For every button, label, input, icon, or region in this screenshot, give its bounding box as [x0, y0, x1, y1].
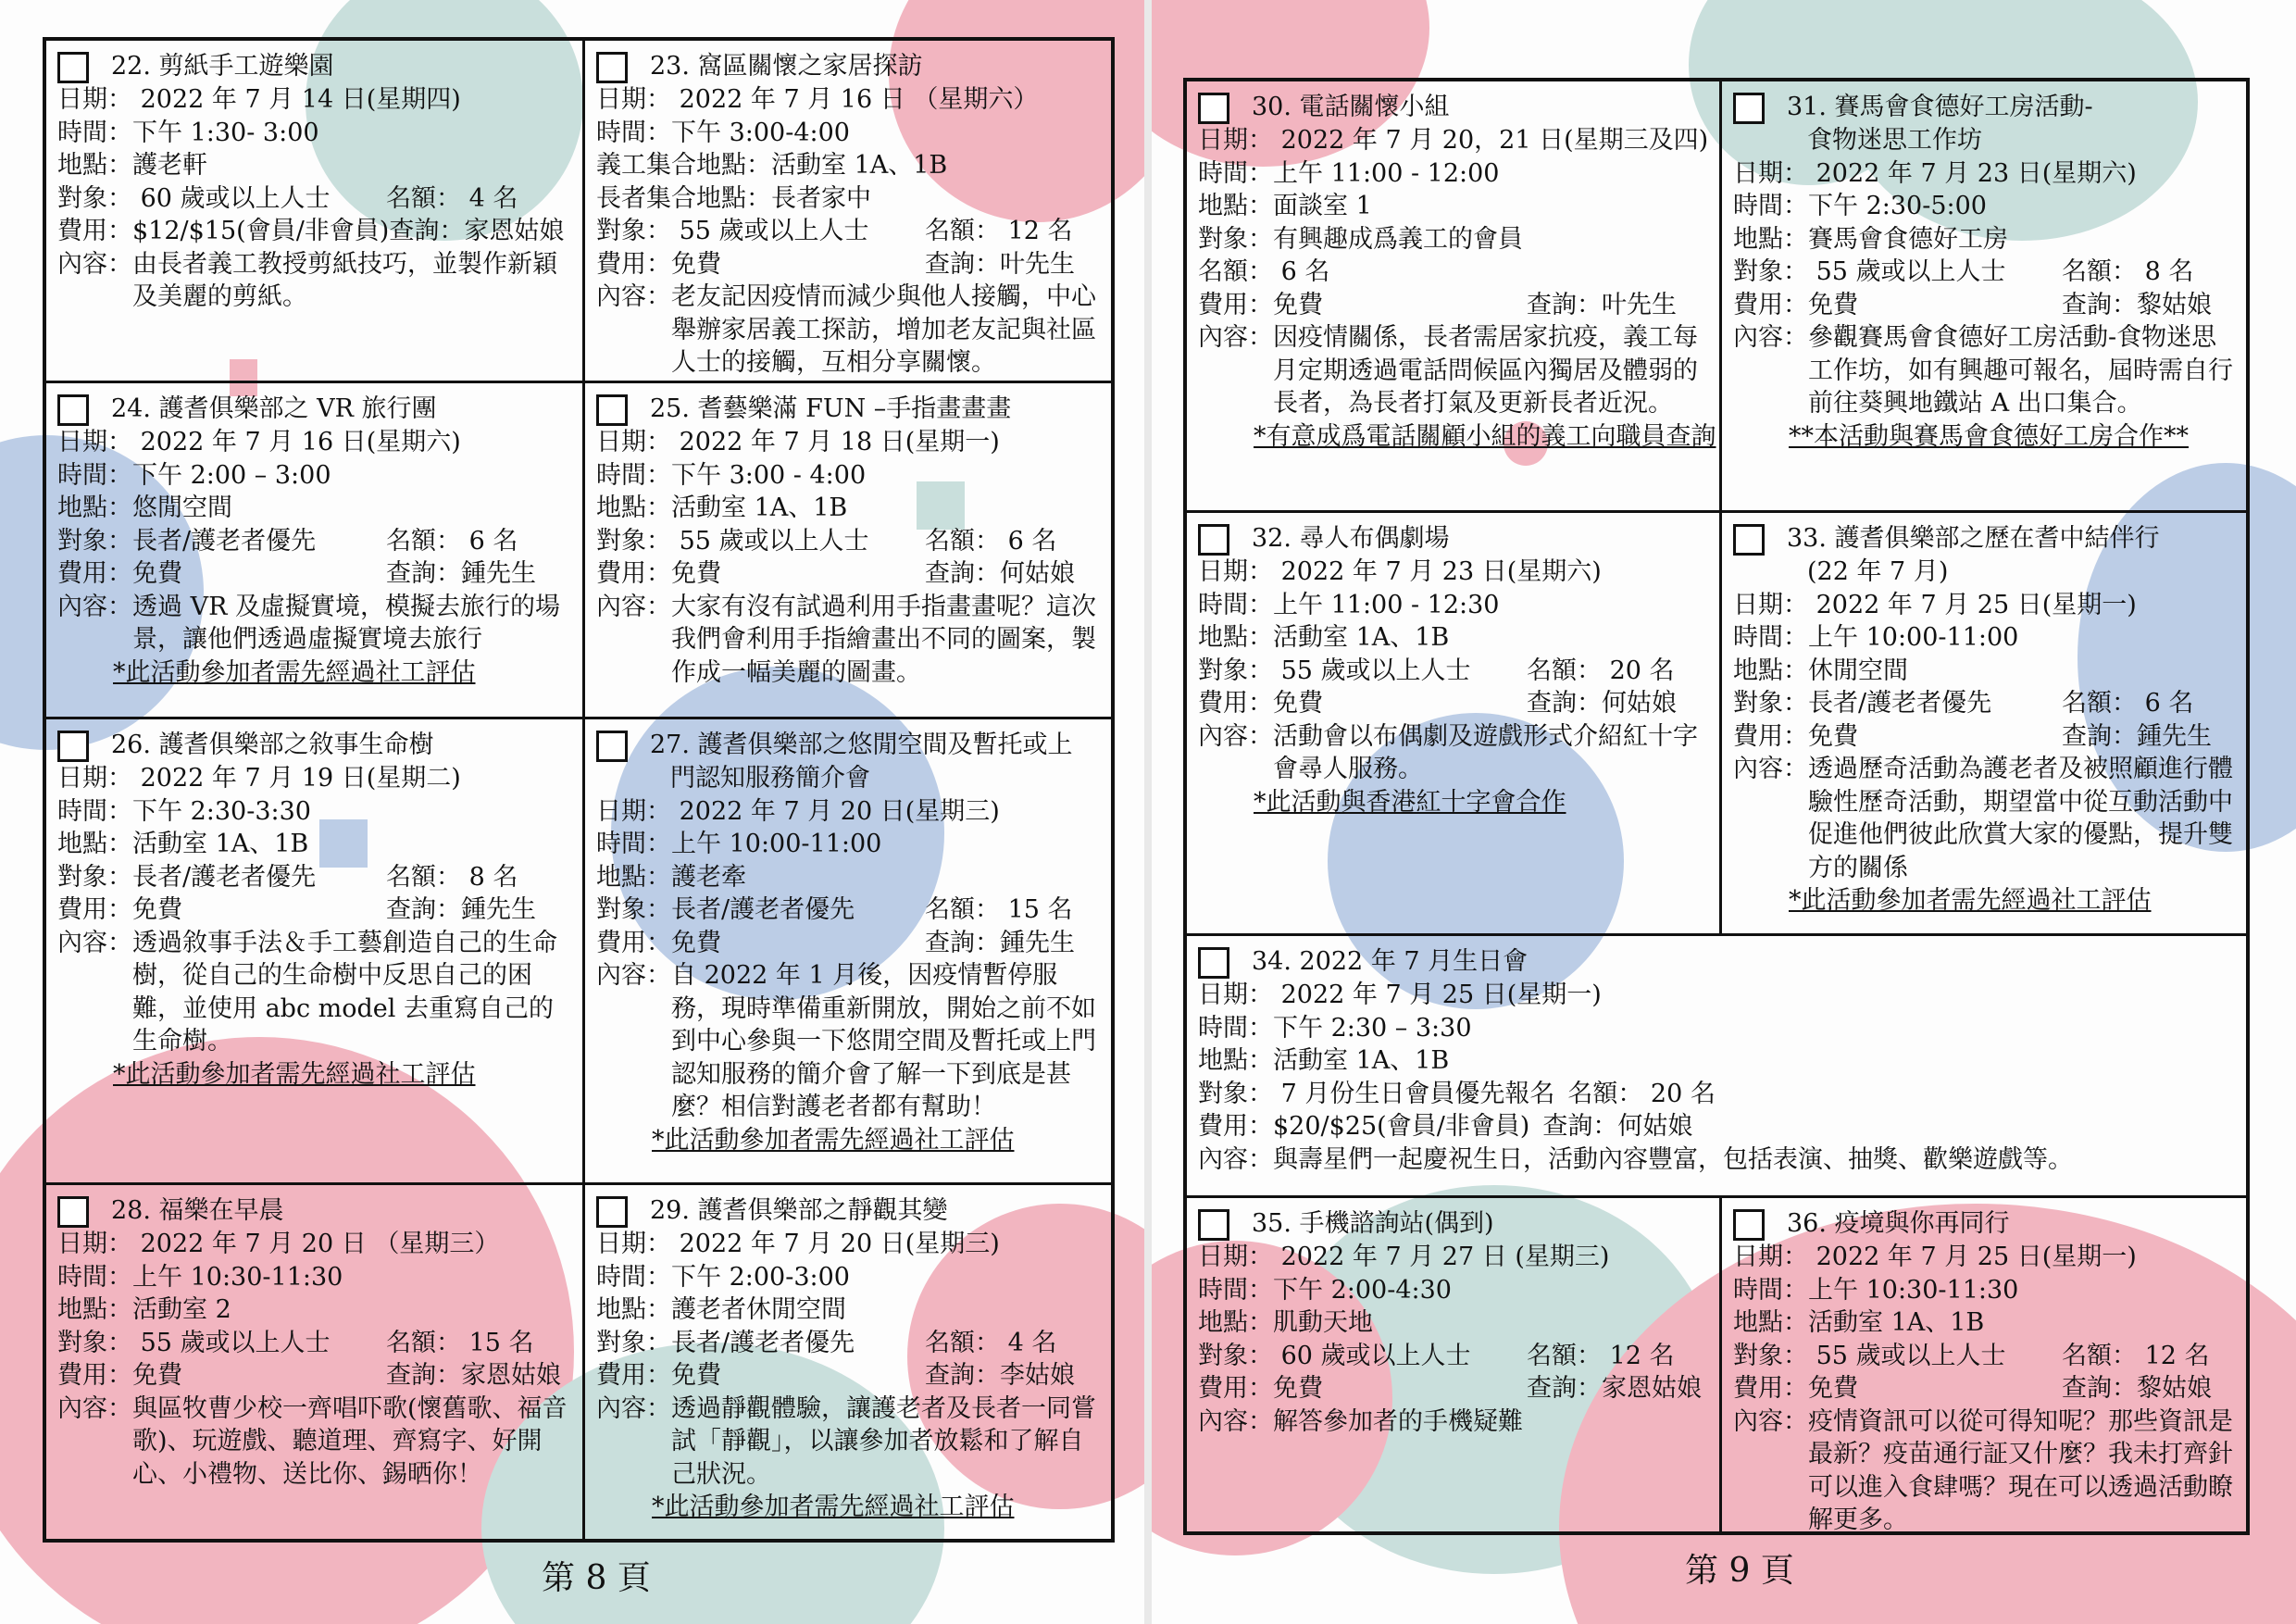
activity-detail: 地點：活動室 1A、1B	[1198, 623, 1450, 652]
activity-title: 33. 護耆俱樂部之歷在耆中結伴行	[1787, 524, 2160, 553]
activity-title: 31. 賽馬會食德好工房活動-	[1787, 93, 2093, 121]
activity-detail-pair	[596, 1359, 1100, 1393]
content-label: 內容：	[596, 1393, 671, 1423]
activity-note: *此活動參加者需先經過社工評估	[652, 1493, 1015, 1521]
activity-content	[1198, 321, 1708, 420]
activity-note: *此活動參加者需先經過社工評估	[652, 1125, 1015, 1155]
detail-right: 查詢：何姑娘	[1542, 1112, 1693, 1141]
activity-detail: 日期： 2022 年 7 月 20 日 （星期三）	[57, 1230, 500, 1258]
activity-title: 25. 耆藝樂滿 FUN –手指畫畫畫	[650, 394, 1012, 423]
activity-detail-pair	[1198, 687, 1708, 720]
activity-content	[57, 1393, 571, 1492]
activity-title-line2: 門認知服務簡介會	[670, 764, 870, 793]
activity-detail-pair	[596, 927, 1100, 960]
detail-left: 對象： 55 歲或以上人士	[596, 526, 869, 556]
detail-left: 對象： 55 歲或以上人士	[1733, 1341, 2006, 1370]
activity-note: *此活動參加者需先經過社工評估	[1789, 886, 2152, 915]
content-text: 與壽星們一起慶祝生日，活動內容豐富，包括表演、抽獎、歡樂遊戲等。	[1273, 1144, 2073, 1174]
activity-detail-pair	[596, 525, 1100, 558]
activity-title: 28. 福樂在早晨	[111, 1196, 284, 1225]
detail-right: 名額： 4 名	[925, 1328, 1057, 1357]
activity-content	[1198, 720, 1708, 786]
content-label: 內容：	[1733, 755, 1808, 783]
activity-title: 34. 2022 年 7 月生日會	[1252, 947, 1529, 976]
content-text: 透過歷奇活動為護老者及被照顧進行體驗性歷奇活動，期望當中從互動活動中促進他們彼此欣賞大家的優點，提升雙方的關係	[1808, 755, 2233, 882]
signup-checkbox[interactable]	[596, 394, 628, 426]
activity-card	[1187, 513, 1722, 936]
activity-detail: 日期： 2022 年 7 月 20，21 日(星期三及四)	[1198, 126, 1709, 155]
activity-detail-pair	[1733, 1372, 2235, 1405]
detail-right: 名額： 15 名	[386, 1328, 534, 1357]
activity-card	[46, 383, 585, 719]
activity-detail: 對象：有興趣成爲義工的會員	[1198, 224, 1523, 254]
content-text: 疫情資訊可以從可得知呢？那些資訊是最新？疫苗通行証又什麼？我未打齊針可以進入食肆嗎？現在可以透過活動瞭解更多。	[1808, 1406, 2233, 1531]
activity-note: *此活動參加者需先經過社工評估	[113, 1059, 476, 1089]
activity-detail: 地點：護老牽	[596, 862, 746, 892]
detail-right: 名額： 8 名	[2062, 257, 2194, 286]
detail-left: 對象：長者/護老者優先	[1733, 689, 1992, 718]
activity-detail: 地點：休閒空間	[1733, 656, 1908, 685]
activity-detail-pair	[1733, 687, 2235, 720]
content-label: 內容：	[57, 249, 132, 279]
activity-content	[1198, 1405, 1708, 1439]
detail-right: 查詢：家恩姑娘	[389, 217, 565, 245]
activity-title: 36. 疫境與你再同行	[1787, 1209, 2010, 1238]
detail-left: 費用：$20/$25(會員/非會員)	[1198, 1112, 1530, 1141]
activity-detail-pair	[596, 215, 1100, 248]
detail-left: 費用：免費	[596, 559, 721, 588]
content-label: 內容：	[57, 592, 132, 621]
activity-detail: 日期： 2022 年 7 月 16 日(星期六)	[57, 428, 461, 456]
content-text: 與區牧曹少校一齊唱吓歌(懷舊歌、福音歌)、玩遊戲、聽道理、齊寫字、好開心、小禮物、送比你、錫晒你！	[132, 1393, 568, 1489]
activity-title: 35. 手機諮詢站(偶到)	[1252, 1209, 1494, 1238]
content-text: 透過靜觀體驗，讓護老者及長者一同嘗試「靜觀」，以讓參加者放鬆和了解自己狀況。	[671, 1393, 1096, 1489]
activity-detail: 日期： 2022 年 7 月 14 日(星期四)	[57, 85, 461, 114]
detail-right: 名額： 8 名	[386, 862, 518, 892]
signup-checkbox[interactable]	[1198, 1209, 1229, 1241]
activity-detail-pair	[57, 557, 571, 591]
signup-checkbox[interactable]	[1733, 524, 1765, 556]
detail-left: 對象：長者/護老者優先	[596, 895, 855, 924]
activity-grid	[43, 37, 1115, 1543]
detail-left: 費用：免費	[596, 249, 721, 279]
activity-content	[596, 281, 1100, 380]
signup-checkbox[interactable]	[1198, 93, 1229, 124]
signup-checkbox[interactable]	[57, 1196, 89, 1228]
activity-detail: 地點：活動室 1A、1B	[596, 493, 848, 522]
activity-detail-pair	[1198, 1340, 1708, 1373]
activity-detail-pair	[596, 248, 1100, 281]
detail-right: 查詢：鍾先生	[925, 928, 1075, 957]
activity-content	[1198, 1143, 2235, 1177]
activity-detail: 時間：下午 2:30-5:00	[1733, 192, 1987, 220]
signup-checkbox[interactable]	[596, 1196, 628, 1228]
detail-right: 查詢：家恩姑娘	[1527, 1374, 1702, 1403]
content-label: 內容：	[596, 592, 671, 621]
activity-note: *有意成爲電話關顧小組的義工向職員查詢	[1254, 421, 1716, 451]
content-label: 內容：	[1733, 323, 1808, 352]
detail-right: 名額： 20 名	[1567, 1079, 1716, 1108]
detail-left: 費用：免費	[1198, 689, 1323, 718]
detail-left: 費用：免費	[1733, 290, 1858, 319]
activity-card	[1187, 1198, 1722, 1531]
signup-checkbox[interactable]	[1733, 93, 1765, 124]
content-label: 內容：	[1198, 1406, 1273, 1436]
activity-title: 23. 窩區關懷之家居探訪	[650, 52, 923, 81]
activity-title-line2: (22 年 7 月)	[1807, 557, 1949, 586]
activity-detail: 日期： 2022 年 7 月 23 日(星期六)	[1198, 557, 1602, 586]
activity-card	[585, 1185, 1111, 1539]
activity-detail: 時間：下午 2:30-3:30	[57, 796, 311, 826]
activity-detail: 地點：活動室 1A、1B	[1733, 1308, 1985, 1337]
activity-detail: 日期： 2022 年 7 月 25 日(星期一)	[1733, 590, 2137, 619]
signup-checkbox[interactable]	[57, 394, 89, 426]
activity-content	[596, 591, 1100, 690]
activity-title: 26. 護耆俱樂部之敘事生命樹	[111, 731, 434, 759]
activity-detail: 時間：下午 1:30- 3:00	[57, 118, 319, 147]
activity-note: *此活動參加者需先經過社工評估	[113, 657, 476, 687]
activity-card	[46, 41, 585, 383]
activity-title: 22. 剪紙手工遊樂園	[111, 52, 334, 81]
activity-title: 30. 電話關懷小組	[1252, 93, 1450, 121]
activity-detail: 時間：上午 10:30-11:30	[1733, 1275, 2019, 1305]
content-label: 內容：	[1198, 721, 1273, 751]
activity-detail: 日期： 2022 年 7 月 27 日 (星期三)	[1198, 1243, 1610, 1271]
detail-left: 對象： 7 月份生日會員優先報名	[1198, 1079, 1555, 1108]
page-gutter	[1144, 0, 1152, 1624]
activity-detail: 日期： 2022 年 7 月 19 日(星期二)	[57, 764, 461, 793]
activity-card	[1187, 936, 2246, 1198]
activity-detail-pair	[57, 182, 571, 216]
detail-right: 名額： 12 名	[2062, 1341, 2210, 1370]
content-label: 內容：	[596, 282, 671, 311]
content-text: 參觀賽馬會食德好工房活動-食物迷思工作坊，如有興趣可報名，屆時需自行前往葵興地鐵站 A 出口集合。	[1808, 323, 2233, 418]
activity-card	[1722, 81, 2246, 513]
detail-right: 查詢：黎姑娘	[2062, 290, 2212, 319]
activity-title-line2: 食物迷思工作坊	[1807, 126, 1982, 155]
activity-detail: 時間：下午 2:00-4:30	[1198, 1275, 1452, 1305]
activity-detail: 時間：下午 3:00-4:00	[596, 118, 850, 147]
activity-detail-pair	[1198, 1372, 1708, 1405]
activity-detail: 地點：活動室 1A、1B	[1198, 1046, 1450, 1075]
content-label: 內容：	[1198, 1144, 1273, 1174]
page-8	[0, 0, 1144, 1624]
activity-detail-pair	[57, 525, 571, 558]
activity-note: *此活動與香港紅十字會合作	[1254, 787, 1566, 817]
activity-card	[46, 719, 585, 1185]
activity-card	[585, 41, 1111, 383]
detail-right: 查詢：鍾先生	[2062, 721, 2212, 751]
signup-checkbox[interactable]	[1198, 524, 1229, 556]
activity-content	[596, 959, 1100, 1124]
detail-left: 對象： 60 歲或以上人士	[1198, 1341, 1471, 1370]
detail-right: 查詢：鍾先生	[386, 559, 536, 588]
page-9	[1152, 0, 2296, 1624]
detail-left: 費用：免費	[596, 1361, 721, 1390]
activity-content	[1733, 321, 2235, 420]
signup-checkbox[interactable]	[1198, 947, 1229, 979]
detail-left: 對象： 55 歲或以上人士	[57, 1328, 331, 1357]
activity-detail-pair	[596, 893, 1100, 927]
page-number: 第 9 頁	[1685, 1552, 1794, 1590]
detail-left: 對象： 55 歲或以上人士	[596, 217, 869, 245]
detail-right: 名額： 20 名	[1527, 656, 1675, 685]
content-text: 透過 VR 及虛擬實境，模擬去旅行的場景，讓他們透過虛擬實境去旅行	[132, 592, 560, 654]
activity-detail: 日期： 2022 年 7 月 18 日(星期一)	[596, 428, 1000, 456]
detail-right: 查詢：家恩姑娘	[386, 1361, 561, 1390]
detail-right: 名額： 6 名	[2062, 689, 2194, 718]
activity-title: 24. 護耆俱樂部之 VR 旅行團	[111, 394, 437, 423]
detail-right: 名額： 4 名	[386, 183, 518, 213]
activity-detail-pair	[1733, 720, 2235, 754]
activity-content	[57, 927, 571, 1058]
activity-detail: 地點：活動室 2	[57, 1295, 231, 1324]
activity-detail: 時間：上午 10:30-11:30	[57, 1262, 343, 1292]
detail-right: 名額： 12 名	[1527, 1341, 1675, 1370]
signup-checkbox[interactable]	[57, 52, 89, 83]
detail-left: 費用：免費	[1733, 721, 1858, 751]
content-label: 內容：	[1198, 323, 1273, 352]
signup-checkbox[interactable]	[596, 52, 628, 83]
activity-detail: 時間：下午 2:00-3:00	[596, 1262, 850, 1292]
content-text: 老友記因疫情而減少與他人接觸，中心舉辦家居義工探訪，增加老友記與社區人士的接觸，互相分享關懷。	[671, 282, 1096, 377]
activity-content	[1733, 1405, 2235, 1532]
activity-detail-pair	[596, 557, 1100, 591]
activity-detail-pair	[1198, 289, 1708, 322]
activity-content	[57, 591, 571, 656]
detail-right: 查詢：何姑娘	[1527, 689, 1677, 718]
activity-detail-pair	[57, 1327, 571, 1360]
detail-left: 對象：長者/護老者優先	[57, 526, 317, 556]
activity-detail: 時間：上午 11:00 - 12:30	[1198, 590, 1500, 619]
content-label: 內容：	[57, 928, 132, 957]
activity-detail-pair	[1198, 655, 1708, 688]
signup-checkbox[interactable]	[57, 731, 89, 762]
activity-detail: 時間：上午 10:00-11:00	[1733, 623, 2019, 652]
activity-detail: 地點：面談室 1	[1198, 192, 1372, 220]
content-text: 因疫情關係，長者需居家抗疫，義工每月定期透過電話問候區內獨居及體弱的長者，為長者打氣及更新長者近況。	[1273, 323, 1698, 418]
activity-detail: 時間：上午 10:00-11:00	[596, 830, 882, 858]
activity-detail: 時間：下午 3:00 - 4:00	[596, 460, 867, 490]
detail-left: 費用：免費	[57, 559, 182, 588]
activity-card	[1722, 513, 2246, 936]
detail-left: 對象：長者/護老者優先	[596, 1328, 855, 1357]
activity-detail: 地點：護老者休閒空間	[596, 1295, 846, 1324]
activity-detail: 日期： 2022 年 7 月 25 日(星期一)	[1733, 1243, 2137, 1271]
detail-right: 名額： 6 名	[386, 526, 518, 556]
detail-left: 對象： 55 歲或以上人士	[1198, 656, 1471, 685]
activity-detail: 日期： 2022 年 7 月 23 日(星期六)	[1733, 158, 2137, 188]
activity-card	[1722, 1198, 2246, 1531]
content-text: 透過敘事手法＆手工藝創造自己的生命樹，從自己的生命樹中反思自己的困難，並使用 abc model 去重寫自己的生命樹。	[132, 928, 557, 1056]
detail-right: 名額： 12 名	[925, 217, 1073, 245]
activity-detail: 地點：活動室 1A、1B	[57, 830, 309, 858]
activity-detail: 地點：悠閒空間	[57, 493, 232, 522]
activity-detail: 時間：上午 11:00 - 12:00	[1198, 158, 1500, 188]
detail-left: 費用：免費	[596, 928, 721, 957]
detail-right: 查詢：李姑娘	[925, 1361, 1075, 1390]
activity-detail: 長者集合地點：長者家中	[596, 183, 871, 213]
activity-content	[1733, 753, 2235, 884]
signup-checkbox[interactable]	[1733, 1209, 1765, 1241]
content-label: 內容：	[596, 961, 671, 990]
activity-title: 27. 護耆俱樂部之悠閒空間及暫托或上	[650, 731, 1073, 759]
signup-checkbox[interactable]	[596, 731, 628, 762]
activity-note: **本活動與賽馬會食德好工房合作**	[1789, 421, 2189, 451]
activity-detail: 日期： 2022 年 7 月 25 日(星期一)	[1198, 981, 1602, 1009]
content-label: 內容：	[1733, 1406, 1808, 1436]
detail-right: 查詢：何姑娘	[925, 559, 1075, 588]
activity-detail: 時間：下午 2:00 – 3:00	[57, 460, 331, 490]
detail-left: 對象： 55 歲或以上人士	[1733, 257, 2006, 286]
content-text: 自 2022 年 1 月後，因疫情暫停服務，現時準備重新開放，開始之前不如到中心參與一下悠閒空間及暫托或上門認知服務的簡介會了解一下到底是甚麼？相信對護老者都有幫助！	[671, 961, 1096, 1121]
activity-detail: 日期： 2022 年 7 月 20 日(星期三)	[596, 1230, 1000, 1258]
activity-content	[57, 248, 571, 314]
detail-right: 查詢：黎姑娘	[2062, 1374, 2212, 1403]
activity-title: 29. 護耆俱樂部之靜觀其變	[650, 1196, 948, 1225]
activity-content	[596, 1393, 1100, 1492]
activity-detail-pair	[57, 893, 571, 927]
activity-detail-pair	[1198, 1078, 2235, 1111]
activity-detail: 日期： 2022 年 7 月 20 日(星期三)	[596, 796, 1000, 826]
content-text: 大家有沒有試過利用手指畫畫呢？這次我們會利用手指繪畫出不同的圖案，製作成一幅美麗的圖畫。	[671, 592, 1096, 687]
activity-detail: 日期： 2022 年 7 月 16 日 （星期六）	[596, 85, 1039, 114]
detail-left: 費用：免費	[1198, 290, 1323, 319]
activity-detail: 地點：肌動天地	[1198, 1308, 1373, 1337]
detail-left: 費用：免費	[1733, 1374, 1858, 1403]
content-text: 活動會以布偶劇及遊戲形式介紹紅十字會尋人服務。	[1273, 721, 1698, 783]
activity-card	[46, 1185, 585, 1539]
content-label: 內容：	[57, 1393, 132, 1423]
activity-detail-pair	[57, 1359, 571, 1393]
activity-grid	[1183, 78, 2250, 1535]
activity-detail-pair	[1198, 1110, 2235, 1143]
activity-detail: 義工集合地點：活動室 1A、1B	[596, 151, 948, 180]
activity-detail-pair	[596, 1327, 1100, 1360]
activity-card	[1187, 81, 1722, 513]
detail-right: 名額： 6 名	[925, 526, 1057, 556]
detail-left: 對象： 60 歲或以上人士	[57, 183, 331, 213]
content-text: 由長者義工教授剪紙技巧，並製作新穎及美麗的剪紙。	[132, 249, 557, 311]
activity-detail: 名額： 6 名	[1198, 257, 1330, 286]
activity-detail: 地點：護老軒	[57, 151, 207, 180]
activity-card	[585, 719, 1111, 1185]
page-number: 第 8 頁	[542, 1559, 651, 1597]
detail-right: 名額： 15 名	[925, 895, 1073, 924]
activity-detail-pair	[57, 215, 571, 248]
detail-left: 對象：長者/護老者優先	[57, 862, 317, 892]
activity-detail-pair	[57, 861, 571, 894]
detail-left: 費用：免費	[1198, 1374, 1323, 1403]
detail-left: 費用：$12/$15(會員/非會員)	[57, 217, 390, 245]
activity-title: 32. 尋人布偶劇場	[1252, 524, 1450, 553]
activity-detail: 地點：賽馬會食德好工房	[1733, 224, 2008, 254]
detail-right: 查詢：叶先生	[925, 249, 1075, 279]
detail-right: 查詢：鍾先生	[386, 895, 536, 924]
detail-right: 查詢：叶先生	[1527, 290, 1677, 319]
activity-card	[585, 383, 1111, 719]
activity-detail-pair	[1733, 289, 2235, 322]
detail-left: 費用：免費	[57, 1361, 182, 1390]
detail-left: 費用：免費	[57, 895, 182, 924]
activity-detail: 時間：下午 2:30 – 3:30	[1198, 1013, 1472, 1043]
activity-detail-pair	[1733, 1340, 2235, 1373]
activity-detail-pair	[1733, 256, 2235, 289]
content-text: 解答參加者的手機疑難	[1273, 1406, 1523, 1436]
